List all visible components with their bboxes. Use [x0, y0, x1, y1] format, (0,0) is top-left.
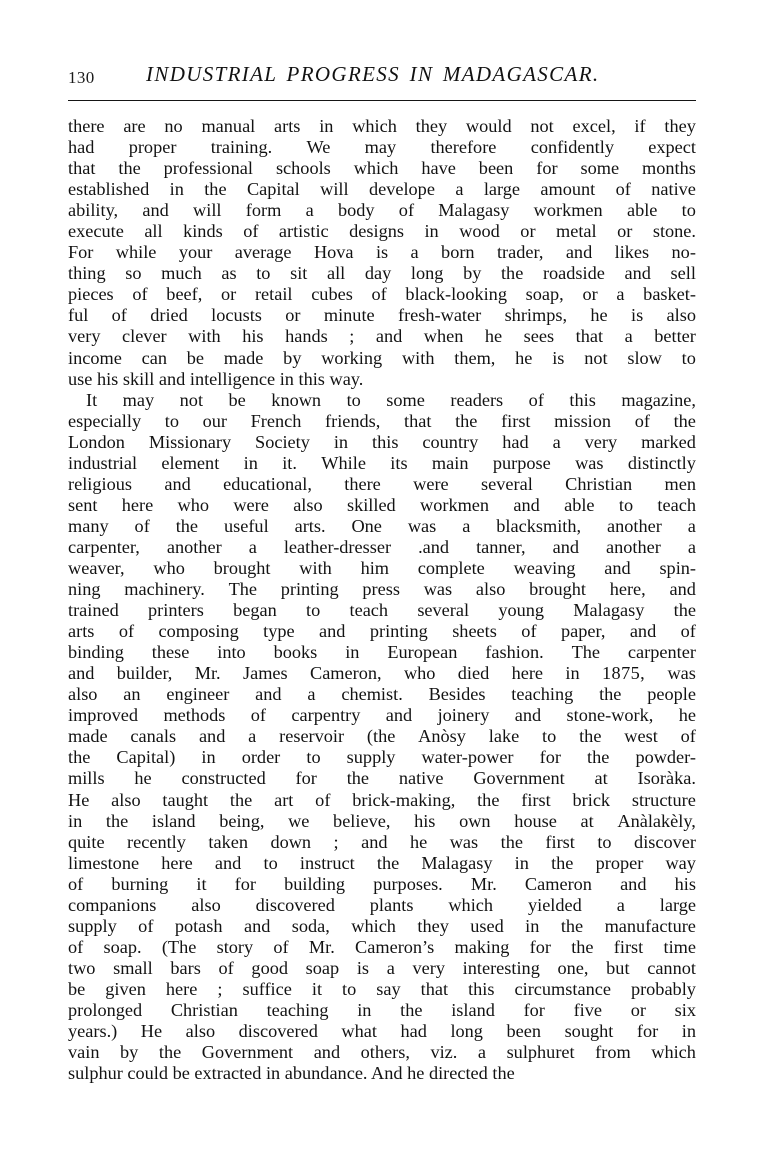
- text-line: prolonged Christian teaching in the island for five or six: [68, 999, 696, 1020]
- text-line: of soap. (The story of Mr. Cameron’s making for the first time: [68, 936, 696, 957]
- text-line: thing so much as to sit all day long by the roadside and sell: [68, 263, 696, 284]
- text-line: that the professional schools which have been for some months: [68, 158, 696, 179]
- running-head: [68, 62, 696, 92]
- text-line: execute all kinds of artistic designs in wood or metal or stone.: [68, 221, 696, 242]
- text-line: there are no manual arts in which they would not excel, if they: [68, 116, 696, 136]
- text-line: and builder, Mr. James Cameron, who died here in 1875, was: [68, 663, 696, 684]
- text-line: especially to our French friends, that the first mission of the: [68, 410, 696, 431]
- text-line: limestone here and to instruct the Malagasy in the proper way: [68, 852, 696, 873]
- header-rule: [68, 100, 696, 101]
- text-line: mills he constructed for the native Government at Isoràka.: [68, 768, 696, 789]
- text-line: the Capital) in order to supply water-power for the powder-: [68, 747, 696, 768]
- text-line: two small bars of good soap is a very interesting one, but cannot: [68, 957, 696, 978]
- text-line: binding these into books in European fashion. The carpenter: [68, 642, 696, 663]
- text-line: had proper training. We may therefore confidently expect: [68, 137, 696, 158]
- text-line: sent here who were also skilled workmen and able to teach: [68, 494, 696, 515]
- text-line: years.) He also discovered what had long been sought for in: [68, 1021, 696, 1042]
- text-line: many of the useful arts. One was a blacksmith, another a: [68, 515, 696, 536]
- text-line: weaver, who brought with him complete weaving and spin-: [68, 557, 696, 578]
- text-line: use his skill and intelligence in this way.: [68, 368, 364, 389]
- text-line: arts of composing type and printing sheets of paper, and of: [68, 621, 696, 642]
- paragraph: [68, 116, 696, 390]
- body-text-block: [68, 116, 696, 1084]
- text-line: established in the Capital will develope a large amount of native: [68, 179, 696, 200]
- text-line: For while your average Hova is a born trader, and likes no-: [68, 242, 696, 263]
- text-line: carpenter, another a leather-dresser .and tanner, and another a: [68, 536, 696, 557]
- text-line: industrial element in it. While its main purpose was distinctly: [68, 452, 696, 473]
- text-line: religious and educational, there were several Christian men: [68, 473, 696, 494]
- running-title: INDUSTRIAL PROGRESS IN MADAGASCAR.: [146, 62, 600, 86]
- text-line: ful of dried locusts or minute fresh-water shrimps, he is also: [68, 305, 696, 326]
- text-line: trained printers began to teach several young Malagasy the: [68, 600, 696, 621]
- text-line: It may not be known to some readers of this magazine,: [86, 389, 696, 410]
- text-line: of burning it for building purposes. Mr. Cameron and his: [68, 873, 696, 894]
- text-line: be given here ; suffice it to say that this circumstance probably: [68, 978, 696, 999]
- text-line: quite recently taken down ; and he was the first to discover: [68, 831, 696, 852]
- text-line: also an engineer and a chemist. Besides teaching the people: [68, 684, 696, 705]
- text-line: companions also discovered plants which yielded a large: [68, 894, 696, 915]
- text-line: London Missionary Society in this country had a very marked: [68, 431, 696, 452]
- text-line: sulphur could be extracted in abundance. And he directed the: [68, 1063, 515, 1084]
- text-line: ning machinery. The printing press was also brought here, and: [68, 579, 696, 600]
- text-line: vain by the Government and others, viz. a sulphuret from which: [68, 1042, 696, 1063]
- text-line: in the island being, we believe, his own house at Anàlakèly,: [68, 810, 696, 831]
- page-number: 130: [68, 68, 95, 87]
- text-line: made canals and a reservoir (the Anòsy lake to the west of: [68, 726, 696, 747]
- text-line: very clever with his hands ; and when he sees that a better: [68, 326, 696, 347]
- text-line: ability, and will form a body of Malagasy workmen able to: [68, 200, 696, 221]
- text-line: improved methods of carpentry and joinery and stone-work, he: [68, 705, 696, 726]
- text-line: He also taught the art of brick-making, the first brick structure: [68, 789, 696, 810]
- text-line: income can be made by working with them, he is not slow to: [68, 347, 696, 368]
- paragraph: [68, 390, 696, 1085]
- text-line: pieces of beef, or retail cubes of black-looking soap, or a basket-: [68, 284, 696, 305]
- text-line: supply of potash and soda, which they used in the manufacture: [68, 915, 696, 936]
